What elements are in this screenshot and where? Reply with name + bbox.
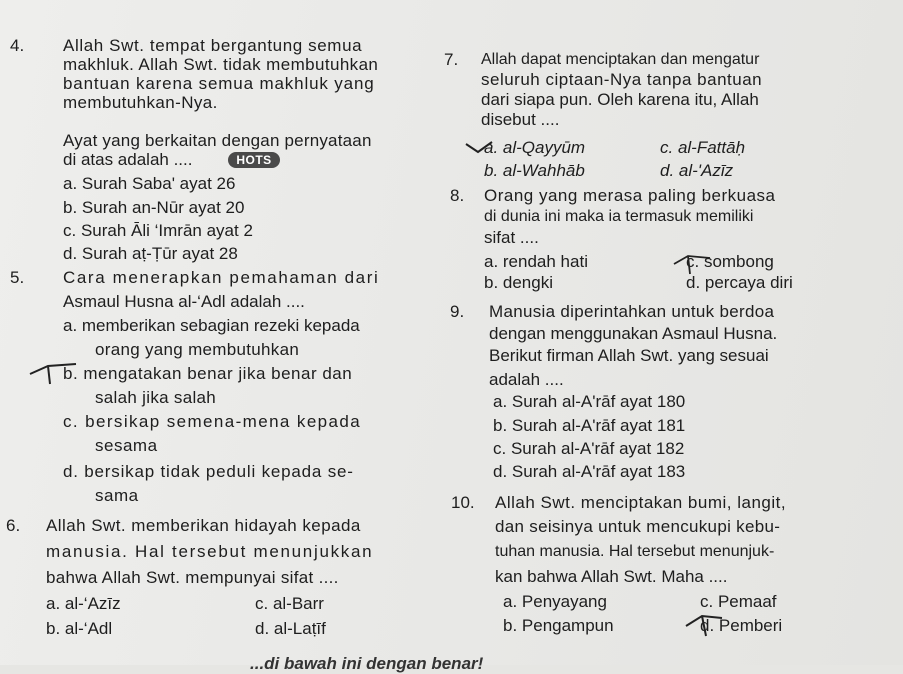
answer-option-b[interactable]: b. Surah an-Nūr ayat 20 bbox=[63, 198, 245, 217]
answer-option-c[interactable]: c. Pemaaf bbox=[700, 592, 777, 611]
answer-check-mark bbox=[464, 138, 494, 160]
question-text-line: dengan menggunakan Asmaul Husna. bbox=[489, 324, 778, 343]
question-text-line: Asmaul Husna al-‘Adl adalah .... bbox=[63, 292, 305, 311]
question-number: 6. bbox=[6, 516, 21, 535]
question-text-line: Allah Swt. menciptakan bumi, langit, bbox=[495, 493, 787, 512]
answer-option-b[interactable]: b. al-‘Adl bbox=[46, 619, 113, 638]
answer-option-c[interactable]: c. Surah Āli ‘Imrān ayat 2 bbox=[63, 221, 253, 240]
answer-option-d[interactable]: d. bersikap tidak peduli kepada se- bbox=[63, 462, 354, 481]
answer-option-d[interactable]: d. Pemberi bbox=[700, 616, 783, 635]
answer-option-a[interactable]: a. al-Qayyūm bbox=[484, 138, 586, 157]
answer-option-c[interactable]: c. sombong bbox=[686, 252, 774, 271]
answer-option-b[interactable]: b. al-Wahhāb bbox=[484, 161, 585, 180]
answer-option-d[interactable]: d. Surah al-A'rāf ayat 183 bbox=[493, 462, 686, 481]
question-text-line: dan seisinya untuk mencukupi kebu- bbox=[495, 517, 781, 536]
question-text-line: adalah .... bbox=[489, 370, 564, 389]
answer-option-c[interactable]: c. al-Fattāḥ bbox=[660, 138, 746, 157]
question-text-line: disebut .... bbox=[481, 110, 560, 129]
answer-option-d[interactable]: d. percaya diri bbox=[686, 273, 793, 292]
question-text-line: tuhan manusia. Hal tersebut menunjuk- bbox=[495, 543, 775, 560]
answer-option-d[interactable]: d. Surah aṭ-Ṭūr ayat 28 bbox=[63, 244, 238, 263]
question-text-line: bantuan karena semua makhluk yang bbox=[63, 74, 375, 93]
question-number: 5. bbox=[10, 268, 25, 287]
answer-option-b[interactable]: b. mengatakan benar jika benar dan bbox=[63, 364, 353, 383]
question-number: 4. bbox=[10, 36, 25, 55]
question-text-line: Cara menerapkan pemahaman dari bbox=[63, 268, 380, 287]
question-text-line: di dunia ini maka ia termasuk memiliki bbox=[484, 208, 754, 225]
answer-option-d-continued: sama bbox=[95, 486, 139, 505]
footer-instruction: ...di bawah ini dengan benar! bbox=[250, 654, 484, 673]
answer-option-a[interactable]: a. Surah al-A'rāf ayat 180 bbox=[493, 392, 686, 411]
question-text-line: Manusia diperintahkan untuk berdoa bbox=[489, 302, 775, 321]
answer-option-d[interactable]: d. al-'Azīz bbox=[660, 161, 734, 180]
question-text-line: manusia. Hal tersebut menunjukkan bbox=[46, 542, 374, 561]
answer-check-mark bbox=[672, 252, 712, 276]
answer-option-b[interactable]: b. Pengampun bbox=[503, 616, 614, 635]
question-text-line: bahwa Allah Swt. mempunyai sifat .... bbox=[46, 568, 339, 587]
question-text-line: Ayat yang berkaitan dengan pernyataan bbox=[63, 131, 372, 150]
answer-option-a-continued: orang yang membutuhkan bbox=[95, 340, 300, 359]
answer-option-c[interactable]: c. Surah al-A'rāf ayat 182 bbox=[493, 439, 685, 458]
answer-check-mark bbox=[28, 360, 78, 386]
question-number: 7. bbox=[444, 50, 459, 69]
hots-badge: HOTS bbox=[228, 152, 280, 168]
question-number: 9. bbox=[450, 302, 465, 321]
answer-option-a[interactable]: a. al-‘Azīz bbox=[46, 594, 121, 613]
question-text-line: Allah Swt. memberikan hidayah kepada bbox=[46, 516, 361, 535]
question-text-line: seluruh ciptaan-Nya tanpa bantuan bbox=[481, 70, 763, 89]
question-text-line: di atas adalah .... bbox=[63, 150, 193, 169]
answer-check-mark bbox=[684, 612, 724, 638]
answer-option-b[interactable]: b. dengki bbox=[484, 273, 553, 292]
question-text-line: kan bahwa Allah Swt. Maha .... bbox=[495, 567, 728, 586]
answer-option-c[interactable]: c. al-Barr bbox=[255, 594, 324, 613]
answer-option-a[interactable]: a. Surah Saba' ayat 26 bbox=[63, 174, 236, 193]
answer-option-c[interactable]: c. bersikap semena-mena kepada bbox=[63, 412, 362, 431]
answer-option-a[interactable]: a. rendah hati bbox=[484, 252, 588, 271]
answer-option-b-continued: salah jika salah bbox=[95, 388, 217, 407]
question-text-line: dari siapa pun. Oleh karena itu, Allah bbox=[481, 90, 759, 109]
question-text-line: Berikut firman Allah Swt. yang sesuai bbox=[489, 346, 769, 365]
question-text-line: Allah Swt. tempat bergantung semua bbox=[63, 36, 363, 55]
question-text-line: Allah dapat menciptakan dan mengatur bbox=[481, 51, 760, 68]
question-text-line: makhluk. Allah Swt. tidak membutuhkan bbox=[63, 55, 379, 74]
answer-option-d[interactable]: d. al-Laṭīf bbox=[255, 619, 326, 638]
question-number: 10. bbox=[451, 493, 475, 512]
answer-option-a[interactable]: a. Penyayang bbox=[503, 592, 607, 611]
answer-option-b[interactable]: b. Surah al-A'rāf ayat 181 bbox=[493, 416, 686, 435]
question-text-line: sifat .... bbox=[484, 228, 539, 247]
answer-option-a[interactable]: a. memberikan sebagian rezeki kepada bbox=[63, 316, 360, 335]
question-text-line: membutuhkan-Nya. bbox=[63, 93, 218, 112]
question-text-line: Orang yang merasa paling berkuasa bbox=[484, 186, 776, 205]
question-number: 8. bbox=[450, 186, 465, 205]
answer-option-c-continued: sesama bbox=[95, 436, 158, 455]
